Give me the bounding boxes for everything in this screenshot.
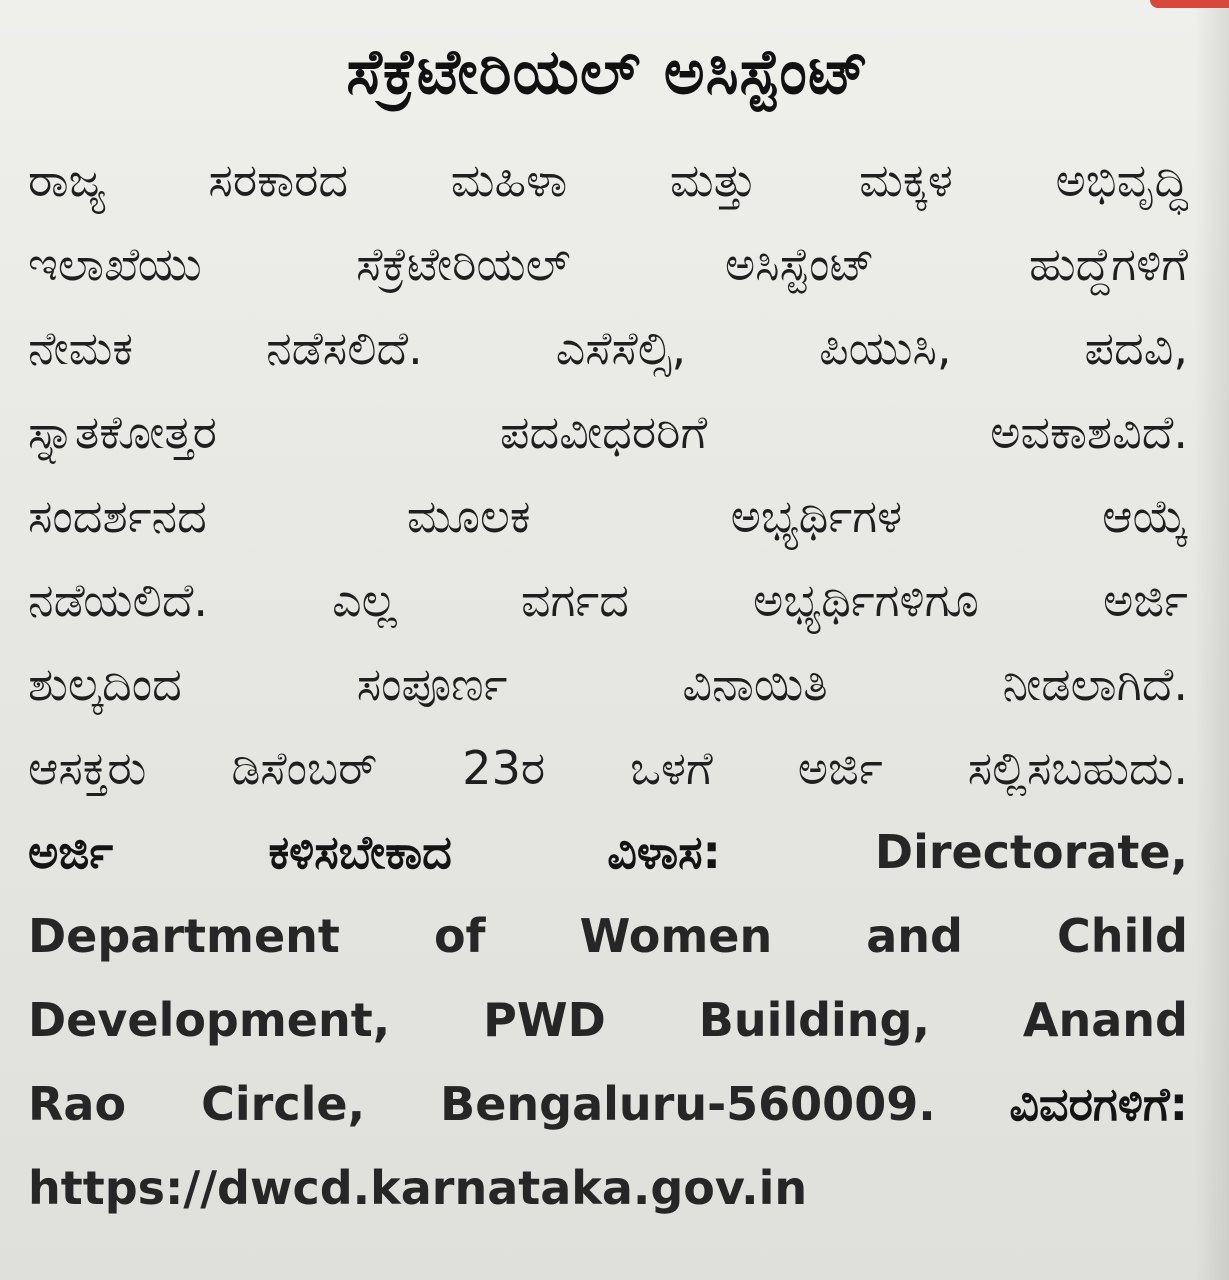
address-line-4 xyxy=(28,1062,1188,1146)
newspaper-clipping xyxy=(28,20,1188,1270)
details-label: ವಿವರಗಳಿಗೆ: xyxy=(1009,1077,1188,1131)
address-city: Rao Circle, Bengaluru-560009. xyxy=(28,1077,936,1131)
red-ink-mark xyxy=(1150,0,1229,8)
body-line-7: ಶುಲ್ಕದಿಂದ ಸಂಪೂರ್ಣ ವಿನಾಯಿತಿ ನೀಡಲಾಗಿದೆ. xyxy=(28,657,1188,711)
address-directorate: Directorate, xyxy=(874,825,1188,879)
body-line-8: ಆಸಕ್ತರು ಡಿಸೆಂಬರ್ 23ರ ಒಳಗೆ ಅರ್ಜಿ ಸಲ್ಲಿಸಬಹುದು. xyxy=(28,741,1188,795)
website-url: https://dwcd.karnataka.gov.in xyxy=(28,1161,808,1215)
article-body xyxy=(28,138,1188,1230)
body-line-4: ಸ್ನಾತಕೋತ್ತರ ಪದವೀಧರರಿಗೆ ಅವಕಾಶವಿದೆ. xyxy=(28,405,1188,459)
address-label: ಅರ್ಜಿ ಕಳಿಸಬೇಕಾದ ವಿಳಾಸ: xyxy=(28,825,721,879)
address-line-3: Development, PWD Building, Anand xyxy=(28,993,1188,1047)
paper-edge-shadow xyxy=(1195,0,1229,1280)
body-line-3: ನೇಮಕ ನಡೆಸಲಿದೆ. ಎಸೆಸೆಲ್ಸಿ, ಪಿಯುಸಿ, ಪದವಿ, xyxy=(28,321,1188,375)
address-line-1 xyxy=(28,810,1188,894)
body-line-1: ರಾಜ್ಯ ಸರಕಾರದ ಮಹಿಳಾ ಮತ್ತು ಮಕ್ಕಳ ಅಭಿವೃದ್ಧಿ xyxy=(28,153,1188,207)
headline: ಸೆಕ್ರೆಟೇರಿಯಲ್ ಅಸಿಸ್ಟೆಂಟ್ xyxy=(346,35,870,108)
body-line-5: ಸಂದರ್ಶನದ ಮೂಲಕ ಅಭ್ಯರ್ಥಿಗಳ ಆಯ್ಕೆ xyxy=(28,489,1188,543)
body-line-6: ನಡೆಯಲಿದೆ. ಎಲ್ಲ ವರ್ಗದ ಅಭ್ಯರ್ಥಿಗಳಿಗೂ ಅರ್ಜಿ xyxy=(28,573,1188,627)
address-line-2: Department of Women and Child xyxy=(28,909,1188,963)
body-line-2: ಇಲಾಖೆಯು ಸೆಕ್ರೆಟೇರಿಯಲ್ ಅಸಿಸ್ಟೆಂಟ್ ಹುದ್ದೆಗಳಿಗೆ xyxy=(28,237,1188,291)
